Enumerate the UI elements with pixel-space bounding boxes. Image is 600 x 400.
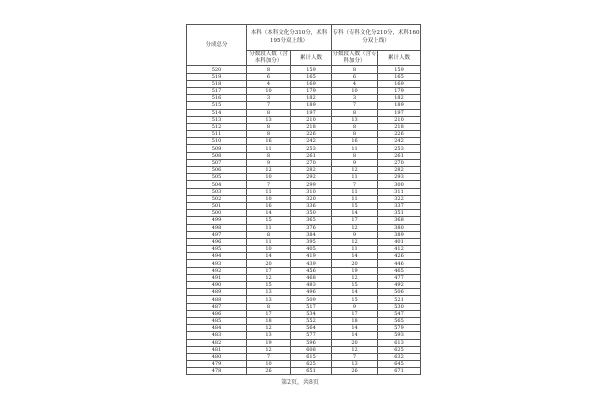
benke-count-cell: 13 <box>247 332 291 339</box>
zhuanke-count-cell: 8 <box>332 152 378 159</box>
zhuanke-count-cell: 17 <box>332 310 378 317</box>
table-row <box>187 123 421 130</box>
benke-count-cell: 3 <box>247 95 291 102</box>
benke-cumulative-cell: 509 <box>291 296 332 303</box>
table-row <box>187 310 421 317</box>
score-cell: 484 <box>187 325 247 332</box>
score-cell: 483 <box>187 332 247 339</box>
benke-count-cell: 26 <box>247 368 291 375</box>
table-row <box>187 332 421 339</box>
benke-cumulative-cell: 226 <box>291 131 332 138</box>
benke-count-cell: 10 <box>247 174 291 181</box>
zhuanke-cumulative-cell: 300 <box>378 181 421 188</box>
table-row <box>187 339 421 346</box>
score-cell: 514 <box>187 109 247 116</box>
table-row <box>187 188 421 195</box>
table-row <box>187 174 421 181</box>
page-footer: 第2页，共8页 <box>281 379 319 386</box>
table-row <box>187 73 421 80</box>
zhuanke-count-cell: 9 <box>332 231 378 238</box>
table-row <box>187 260 421 267</box>
benke-cumulative-cell: 270 <box>291 159 332 166</box>
zhuanke-count-cell: 7 <box>332 102 378 109</box>
zhuanke-count-cell: 15 <box>332 296 378 303</box>
zhuanke-cumulative-cell: 159 <box>378 66 421 73</box>
score-cell: 489 <box>187 289 247 296</box>
score-cell: 508 <box>187 152 247 159</box>
benke-cumulative-cell: 496 <box>291 289 332 296</box>
zhuanke-cumulative-cell: 412 <box>378 246 421 253</box>
zhuanke-count-cell: 8 <box>332 109 378 116</box>
zhuanke-cumulative-cell: 565 <box>378 317 421 324</box>
header-benke-count: 分数段人数（含本科加分） <box>247 51 291 66</box>
score-cell: 482 <box>187 339 247 346</box>
score-cell: 501 <box>187 202 247 209</box>
benke-cumulative-cell: 596 <box>291 339 332 346</box>
table-row <box>187 231 421 238</box>
zhuanke-count-cell: 26 <box>332 368 378 375</box>
table-row <box>187 202 421 209</box>
zhuanke-count-cell: 20 <box>332 339 378 346</box>
benke-count-cell: 17 <box>247 267 291 274</box>
benke-count-cell: 8 <box>247 66 291 73</box>
zhuanke-count-cell: 14 <box>332 289 378 296</box>
header-zhuanke-group: 专科（专科文化分210分，术科160分双上线） <box>332 25 421 51</box>
benke-count-cell: 15 <box>247 282 291 289</box>
score-cell: 493 <box>187 260 247 267</box>
table-row <box>187 267 421 274</box>
score-cell: 520 <box>187 66 247 73</box>
benke-cumulative-cell: 577 <box>291 332 332 339</box>
zhuanke-count-cell: 14 <box>332 325 378 332</box>
benke-count-cell: 15 <box>247 217 291 224</box>
benke-count-cell: 4 <box>247 80 291 87</box>
table-row <box>187 346 421 353</box>
zhuanke-cumulative-cell: 226 <box>378 131 421 138</box>
benke-cumulative-cell: 159 <box>291 66 332 73</box>
zhuanke-cumulative-cell: 165 <box>378 73 421 80</box>
benke-cumulative-cell: 439 <box>291 260 332 267</box>
zhuanke-count-cell: 8 <box>332 123 378 130</box>
score-cell: 505 <box>187 174 247 181</box>
zhuanke-cumulative-cell: 625 <box>378 346 421 353</box>
zhuanke-count-cell: 14 <box>332 210 378 217</box>
zhuanke-count-cell: 11 <box>332 174 378 181</box>
benke-cumulative-cell: 608 <box>291 346 332 353</box>
benke-count-cell: 20 <box>247 260 291 267</box>
zhuanke-count-cell: 13 <box>332 116 378 123</box>
table-row <box>187 80 421 87</box>
zhuanke-cumulative-cell: 189 <box>378 102 421 109</box>
score-cell: 512 <box>187 123 247 130</box>
benke-cumulative-cell: 189 <box>291 102 332 109</box>
zhuanke-cumulative-cell: 446 <box>378 260 421 267</box>
benke-count-cell: 8 <box>247 131 291 138</box>
zhuanke-cumulative-cell: 426 <box>378 253 421 260</box>
benke-count-cell: 10 <box>247 195 291 202</box>
zhuanke-cumulative-cell: 506 <box>378 289 421 296</box>
table-row <box>187 152 421 159</box>
zhuanke-cumulative-cell: 270 <box>378 159 421 166</box>
benke-count-cell: 10 <box>247 361 291 368</box>
score-cell: 494 <box>187 253 247 260</box>
zhuanke-cumulative-cell: 351 <box>378 210 421 217</box>
benke-count-cell: 19 <box>247 339 291 346</box>
benke-count-cell: 13 <box>247 296 291 303</box>
zhuanke-count-cell: 15 <box>332 202 378 209</box>
table-row <box>187 238 421 245</box>
table-row <box>187 353 421 360</box>
zhuanke-cumulative-cell: 253 <box>378 145 421 152</box>
zhuanke-count-cell: 18 <box>332 317 378 324</box>
score-cell: 503 <box>187 188 247 195</box>
benke-count-cell: 12 <box>247 274 291 281</box>
benke-cumulative-cell: 299 <box>291 181 332 188</box>
zhuanke-cumulative-cell: 368 <box>378 217 421 224</box>
zhuanke-cumulative-cell: 282 <box>378 167 421 174</box>
zhuanke-count-cell: 12 <box>332 274 378 281</box>
score-cell: 496 <box>187 238 247 245</box>
score-cell: 491 <box>187 274 247 281</box>
score-cell: 517 <box>187 87 247 94</box>
benke-cumulative-cell: 405 <box>291 246 332 253</box>
zhuanke-cumulative-cell: 492 <box>378 282 421 289</box>
zhuanke-cumulative-cell: 613 <box>378 339 421 346</box>
benke-count-cell: 11 <box>247 238 291 245</box>
benke-count-cell: 16 <box>247 138 291 145</box>
zhuanke-count-cell: 6 <box>332 73 378 80</box>
score-cell: 510 <box>187 138 247 145</box>
zhuanke-count-cell: 15 <box>332 282 378 289</box>
score-cell: 500 <box>187 210 247 217</box>
score-cell: 488 <box>187 296 247 303</box>
zhuanke-count-cell: 11 <box>332 188 378 195</box>
table-row <box>187 317 421 324</box>
zhuanke-count-cell: 20 <box>332 260 378 267</box>
benke-cumulative-cell: 179 <box>291 87 332 94</box>
benke-cumulative-cell: 483 <box>291 282 332 289</box>
header-zhuanke-cumulative: 累计人数 <box>378 51 421 66</box>
zhuanke-count-cell: 8 <box>332 66 378 73</box>
benke-cumulative-cell: 218 <box>291 123 332 130</box>
benke-count-cell: 13 <box>247 289 291 296</box>
zhuanke-cumulative-cell: 645 <box>378 361 421 368</box>
score-cell: 481 <box>187 346 247 353</box>
table-row <box>187 181 421 188</box>
score-cell: 499 <box>187 217 247 224</box>
score-cell: 478 <box>187 368 247 375</box>
zhuanke-cumulative-cell: 401 <box>378 238 421 245</box>
benke-count-cell: 7 <box>247 353 291 360</box>
score-cell: 486 <box>187 310 247 317</box>
zhuanke-cumulative-cell: 293 <box>378 174 421 181</box>
zhuanke-cumulative-cell: 465 <box>378 267 421 274</box>
benke-cumulative-cell: 376 <box>291 224 332 231</box>
benke-count-cell: 10 <box>247 87 291 94</box>
zhuanke-count-cell: 11 <box>332 145 378 152</box>
zhuanke-cumulative-cell: 322 <box>378 195 421 202</box>
table-body <box>187 66 421 375</box>
table-row <box>187 195 421 202</box>
score-cell: 502 <box>187 195 247 202</box>
benke-cumulative-cell: 197 <box>291 109 332 116</box>
table-row <box>187 109 421 116</box>
table-row <box>187 66 421 73</box>
zhuanke-count-cell: 9 <box>332 303 378 310</box>
zhuanke-count-cell: 12 <box>332 224 378 231</box>
zhuanke-count-cell: 10 <box>332 87 378 94</box>
benke-cumulative-cell: 564 <box>291 325 332 332</box>
zhuanke-count-cell: 12 <box>332 346 378 353</box>
benke-count-cell: 6 <box>247 73 291 80</box>
zhuanke-count-cell: 13 <box>332 361 378 368</box>
benke-cumulative-cell: 253 <box>291 145 332 152</box>
benke-count-cell: 10 <box>247 246 291 253</box>
benke-cumulative-cell: 534 <box>291 310 332 317</box>
benke-count-cell: 8 <box>247 123 291 130</box>
zhuanke-cumulative-cell: 547 <box>378 310 421 317</box>
table-row <box>187 159 421 166</box>
zhuanke-count-cell: 8 <box>332 131 378 138</box>
header-benke-cumulative: 累计人数 <box>291 51 332 66</box>
zhuanke-cumulative-cell: 261 <box>378 152 421 159</box>
benke-cumulative-cell: 282 <box>291 167 332 174</box>
zhuanke-cumulative-cell: 380 <box>378 224 421 231</box>
score-cell: 504 <box>187 181 247 188</box>
benke-count-cell: 8 <box>247 109 291 116</box>
benke-count-cell: 7 <box>247 102 291 109</box>
benke-count-cell: 17 <box>247 310 291 317</box>
table-row <box>187 325 421 332</box>
zhuanke-cumulative-cell: 671 <box>378 368 421 375</box>
zhuanke-cumulative-cell: 337 <box>378 202 421 209</box>
benke-count-cell: 7 <box>247 181 291 188</box>
benke-count-cell: 12 <box>247 167 291 174</box>
benke-cumulative-cell: 651 <box>291 368 332 375</box>
score-cell: 487 <box>187 303 247 310</box>
zhuanke-cumulative-cell: 593 <box>378 332 421 339</box>
table-row <box>187 361 421 368</box>
zhuanke-count-cell: 12 <box>332 238 378 245</box>
benke-cumulative-cell: 456 <box>291 267 332 274</box>
table-row <box>187 210 421 217</box>
benke-cumulative-cell: 517 <box>291 303 332 310</box>
score-cell: 511 <box>187 131 247 138</box>
benke-count-cell: 8 <box>247 303 291 310</box>
score-cell: 480 <box>187 353 247 360</box>
benke-cumulative-cell: 165 <box>291 73 332 80</box>
zhuanke-cumulative-cell: 477 <box>378 274 421 281</box>
benke-cumulative-cell: 625 <box>291 361 332 368</box>
zhuanke-count-cell: 4 <box>332 80 378 87</box>
benke-count-cell: 13 <box>247 116 291 123</box>
benke-cumulative-cell: 615 <box>291 353 332 360</box>
zhuanke-count-cell: 7 <box>332 181 378 188</box>
score-cell: 495 <box>187 246 247 253</box>
zhuanke-count-cell: 14 <box>332 332 378 339</box>
header-benke-group: 本科（本科文化分310分，术科195分双上线） <box>247 25 332 51</box>
zhuanke-cumulative-cell: 169 <box>378 80 421 87</box>
zhuanke-cumulative-cell: 210 <box>378 116 421 123</box>
zhuanke-cumulative-cell: 632 <box>378 353 421 360</box>
table-row <box>187 303 421 310</box>
zhuanke-cumulative-cell: 197 <box>378 109 421 116</box>
score-cell: 507 <box>187 159 247 166</box>
zhuanke-cumulative-cell: 521 <box>378 296 421 303</box>
benke-cumulative-cell: 320 <box>291 195 332 202</box>
benke-cumulative-cell: 552 <box>291 317 332 324</box>
table-row <box>187 145 421 152</box>
table-row <box>187 131 421 138</box>
table-row <box>187 289 421 296</box>
benke-count-cell: 18 <box>247 317 291 324</box>
zhuanke-cumulative-cell: 579 <box>378 325 421 332</box>
table-row <box>187 102 421 109</box>
benke-count-cell: 16 <box>247 202 291 209</box>
score-cell: 479 <box>187 361 247 368</box>
score-cell: 509 <box>187 145 247 152</box>
table-row <box>187 296 421 303</box>
score-cell: 490 <box>187 282 247 289</box>
benke-cumulative-cell: 292 <box>291 174 332 181</box>
zhuanke-cumulative-cell: 218 <box>378 123 421 130</box>
benke-count-cell: 8 <box>247 231 291 238</box>
table-row <box>187 167 421 174</box>
zhuanke-cumulative-cell: 182 <box>378 95 421 102</box>
zhuanke-cumulative-cell: 311 <box>378 188 421 195</box>
score-cell: 519 <box>187 73 247 80</box>
score-cell: 497 <box>187 231 247 238</box>
benke-count-cell: 9 <box>247 159 291 166</box>
benke-count-cell: 11 <box>247 188 291 195</box>
score-cell: 485 <box>187 317 247 324</box>
table-row <box>187 274 421 281</box>
score-cell: 492 <box>187 267 247 274</box>
score-cell: 498 <box>187 224 247 231</box>
table-row <box>187 282 421 289</box>
zhuanke-count-cell: 16 <box>332 138 378 145</box>
benke-cumulative-cell: 336 <box>291 202 332 209</box>
benke-cumulative-cell: 169 <box>291 80 332 87</box>
benke-count-cell: 14 <box>247 253 291 260</box>
benke-cumulative-cell: 419 <box>291 253 332 260</box>
benke-cumulative-cell: 242 <box>291 138 332 145</box>
benke-cumulative-cell: 350 <box>291 210 332 217</box>
benke-count-cell: 11 <box>247 224 291 231</box>
table-row <box>187 246 421 253</box>
header-total-score: 分成总分 <box>187 25 247 66</box>
zhuanke-count-cell: 11 <box>332 246 378 253</box>
table-row <box>187 138 421 145</box>
score-cell: 506 <box>187 167 247 174</box>
table-row <box>187 224 421 231</box>
score-cell: 518 <box>187 80 247 87</box>
zhuanke-count-cell: 7 <box>332 353 378 360</box>
zhuanke-count-cell: 9 <box>332 159 378 166</box>
table-row <box>187 253 421 260</box>
benke-count-cell: 12 <box>247 346 291 353</box>
benke-cumulative-cell: 468 <box>291 274 332 281</box>
benke-count-cell: 14 <box>247 210 291 217</box>
table-row <box>187 116 421 123</box>
table-row <box>187 368 421 375</box>
score-cell: 515 <box>187 102 247 109</box>
zhuanke-cumulative-cell: 179 <box>378 87 421 94</box>
score-distribution-table <box>186 24 421 375</box>
score-cell: 513 <box>187 116 247 123</box>
score-cell: 516 <box>187 95 247 102</box>
benke-cumulative-cell: 384 <box>291 231 332 238</box>
zhuanke-count-cell: 19 <box>332 267 378 274</box>
zhuanke-count-cell: 14 <box>332 253 378 260</box>
zhuanke-count-cell: 11 <box>332 195 378 202</box>
benke-cumulative-cell: 395 <box>291 238 332 245</box>
benke-cumulative-cell: 310 <box>291 188 332 195</box>
benke-count-cell: 12 <box>247 325 291 332</box>
zhuanke-cumulative-cell: 530 <box>378 303 421 310</box>
zhuanke-count-cell: 17 <box>332 217 378 224</box>
benke-count-cell: 11 <box>247 145 291 152</box>
zhuanke-count-cell: 12 <box>332 167 378 174</box>
benke-cumulative-cell: 210 <box>291 116 332 123</box>
zhuanke-count-cell: 3 <box>332 95 378 102</box>
header-zhuanke-count: 分数段人数（含专科加分） <box>332 51 377 65</box>
table-row <box>187 95 421 102</box>
table-row <box>187 217 421 224</box>
benke-cumulative-cell: 365 <box>291 217 332 224</box>
benke-count-cell: 8 <box>247 152 291 159</box>
benke-cumulative-cell: 182 <box>291 95 332 102</box>
zhuanke-cumulative-cell: 242 <box>378 138 421 145</box>
table-row <box>187 87 421 94</box>
zhuanke-cumulative-cell: 389 <box>378 231 421 238</box>
benke-cumulative-cell: 261 <box>291 152 332 159</box>
